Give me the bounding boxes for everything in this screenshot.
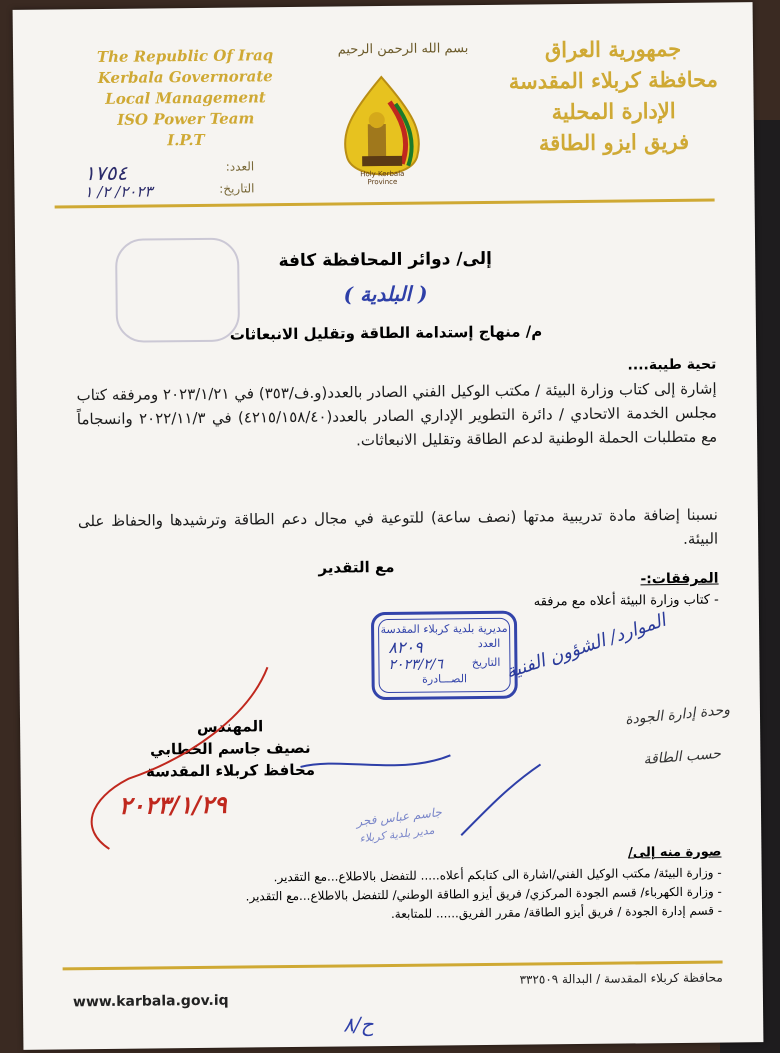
signer-title: المهندس: [196, 717, 264, 737]
arabic-line: جمهورية العراق: [544, 35, 682, 63]
signature2-role: مدير بلدية كربلاء: [358, 823, 436, 846]
document-page: [13, 2, 764, 1050]
english-line: Kerbala Governorate: [97, 67, 273, 88]
paragraph-2: نسبنا إضافة مادة تدريبية مدتها (نصف ساعة) للتوعية في مجال دعم الطاقة وترشيدها والحفاظ على البيئة.: [77, 505, 719, 548]
page-mark: ح/٨: [343, 1012, 374, 1037]
recipient-handwritten: ( البلدية ): [343, 281, 428, 307]
governorate-logo: [331, 72, 432, 193]
recipient: إلى/ دوائر المحافظة كافة: [278, 248, 493, 272]
stamp-date-value: ٢٠٢٣/٢/٦: [388, 656, 444, 674]
english-header: [75, 45, 296, 152]
date-value: ٢٠٢٣/ ٢/ ١: [84, 182, 153, 202]
copies-title: صورة منه إلى/: [627, 844, 722, 861]
subject: م/ منهاج إستدامة الطاقة وتقليل الانبعاثات: [229, 322, 543, 344]
date-label: التاريخ:: [219, 181, 255, 196]
english-line: I.P.T: [167, 130, 205, 150]
english-line: The Republic Of Iraq: [96, 46, 274, 67]
logo-caption: Holy Kerbala Province: [360, 169, 405, 187]
signer-role: محافظ كربلاء المقدسة: [145, 760, 316, 781]
arabic-line: فريق ايزو الطاقة: [538, 128, 690, 156]
greeting: تحية طيبة....: [627, 356, 717, 374]
basmala: بسم الله الرحمن الرحيم: [337, 41, 469, 58]
signature-date-handwritten: ٢٠٢٣/١/٢٩: [118, 789, 227, 820]
blue-signature-stroke: [280, 724, 561, 867]
copy-item: - وزارة الكهرباء/ قسم الجودة المركزي/ فريق أيزو الطاقة الوطني/ للتفضل بالاطلاع...مع التقدير.: [245, 884, 722, 904]
closing: مع التقدير: [318, 557, 395, 577]
copy-item: - قسم إدارة الجودة / فريق أيزو الطاقة/ مقرر الفريق...... للمتابعة.: [390, 903, 723, 921]
number-label: العدد:: [225, 159, 255, 174]
copies-list: [72, 865, 723, 929]
stamp-line1: مديرية بلدية كربلاء المقدسة: [380, 621, 508, 637]
red-signature-stroke: [67, 657, 309, 860]
signature2-name: جاسم عباس فجر: [355, 805, 443, 829]
signer-name: نصيف جاسم الخطابي: [150, 738, 311, 759]
number-value: ١٧٥٤: [84, 160, 128, 186]
handwritten-note-1: الموارد/ الشؤون الفنية: [503, 609, 669, 684]
footer-divider: [63, 961, 723, 971]
arabic-line: محافظة كربلاء المقدسة: [508, 66, 718, 94]
arabic-line: الإدارة المحلية: [551, 97, 676, 125]
english-line: Local Management: [105, 88, 266, 108]
handwritten-note-2: وحدة إدارة الجودة: [624, 701, 731, 729]
stamp-border: [378, 618, 511, 693]
stamp-footer: الصـــادرة: [422, 672, 468, 686]
stamp-number-value: ٨٢٠٩: [388, 637, 423, 658]
attachments-title: المرفقات:-: [640, 570, 719, 588]
address: محافظة كربلاء المقدسة / البدالة ٣٣٢٥٠٩: [519, 970, 723, 987]
english-line: ISO Power Team: [117, 109, 255, 129]
number-date-block: [84, 159, 254, 201]
paragraph-1: إشارة إلى كتاب وزارة البيئة / مكتب الوكيل الفني الصادر بالعدد(و.ف/٣٥٣) في ٢٠٢٣/١/٢١ ومرفقه كتاب مجلس الخدمة الاتحادي / دائرة التطوير الإداري الصادر بالعدد(٤٢١٥/١٥٨/٤٠) في ٢٠٢٢/١١/٣ وانسجاماً مع متطلبات الحملة الوطنية لدعم الطاقة وتقليل الانبعاثات.: [76, 379, 718, 450]
stamp-date-label: التاريخ: [471, 655, 501, 670]
website: www.karbala.gov.iq: [72, 992, 229, 1011]
copy-item: - وزارة البيئة/ مكتب الوكيل الفني/اشارة الى كتابكم أعلاه..... للتفضل بالاطلاع...مع التقدير.: [273, 865, 722, 885]
stamp-number-label: العدد: [477, 636, 501, 651]
attachments-item: - كتاب وزارة البيئة أعلاه مع مرفقه: [533, 592, 719, 610]
received-stamp: [371, 611, 518, 701]
arabic-header: [503, 32, 724, 158]
handwritten-note-3: حسب الطاقة: [642, 745, 721, 769]
